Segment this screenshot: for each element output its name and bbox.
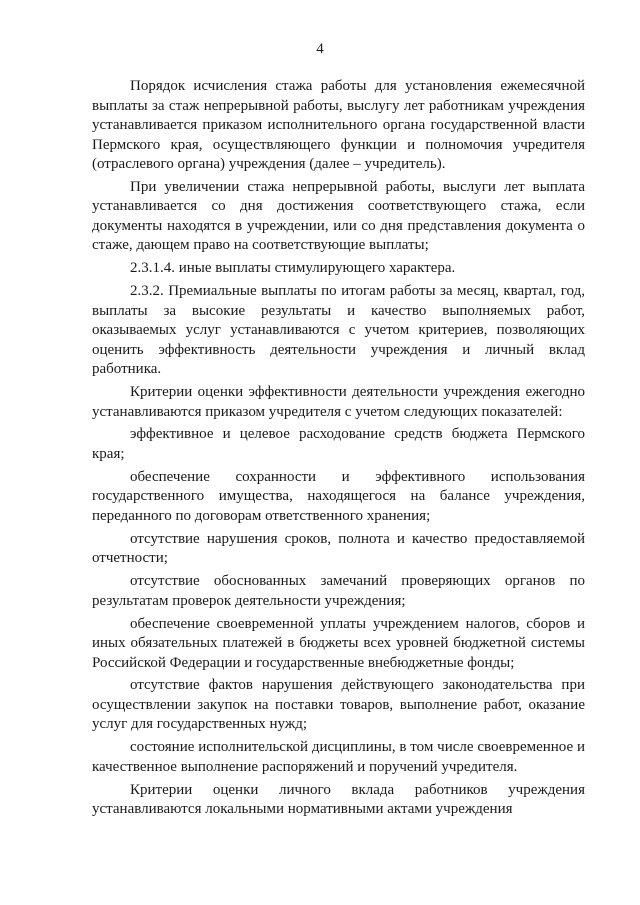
paragraph-2-3-2: 2.3.2. Премиальные выплаты по итогам работы за месяц, квартал, год, выплаты за высокие результаты и качество выполняемых работ, оказываемых услуг устанавливаются с учетом критериев, позволяющих оценить эффективность деятельности учреждения и личный вклад работника. [92,283,585,378]
paragraph-service-length-order: Порядок исчисления стажа работы для установления ежемесячной выплаты за стаж непрерывной работы, выслугу лет работникам учреждения устанавливается приказом исполнительного органа государственной власти Пермского края, осуществляющего функции и полномочия учредителя (отраслевого органа) учреждения (далее – учредитель). [92,78,585,172]
paragraph-2-3-1-4: 2.3.1.4. иные выплаты стимулирующего характера. [130,260,456,277]
paragraph-service-length-increase: При увеличении стажа непрерывной работы, выслуги лет выплата устанавливается со дня достижения соответствующего стажа, если документы находятся в учреждении, или со дня представления документа о стаже, дающем право на соответствующие выплаты; [92,178,585,254]
criterion-reporting: отсутствие нарушения сроков, полнота и качество предоставляемой отчетности; [92,530,585,567]
criterion-tax-payments: обеспечение своевременной уплаты учреждением налогов, сборов и иных обязательных платежей в бюджеты всех уровней бюджетной системы Российской Федерации и государственные внебюджетные фонды; [92,615,585,671]
criterion-no-remarks: отсутствие обоснованных замечаний проверяющих органов по результатам проверок деятельности учреждения; [92,573,585,609]
page-number: 4 [316,41,324,57]
criterion-discipline: состояние исполнительской дисциплины, в том числе своевременное и качественное выполнение распоряжений и поручений учредителя. [92,739,585,775]
document-body [92,77,585,823]
criterion-property-safety: обеспечение сохранности и эффективного использования государственного имущества, находящегося на балансе учреждения, переданного по договорам ответственного хранения; [92,468,585,524]
paragraph-efficiency-criteria: Критерии оценки эффективности деятельности учреждения ежегодно устанавливаются приказом учредителя с учетом следующих показателей: [92,384,585,420]
criterion-procurement: отсутствие фактов нарушения действующего законодательства при осуществлении закупок на поставки товаров, выполнение работ, оказание услуг для государственных нужд; [92,677,585,733]
criterion-budget-spending: эффективное и целевое расходование средств бюджета Пермского края; [92,426,585,462]
paragraph-personal-contribution: Критерии оценки личного вклада работников учреждения устанавливаются локальными нормативными актами учреждения [92,781,585,818]
